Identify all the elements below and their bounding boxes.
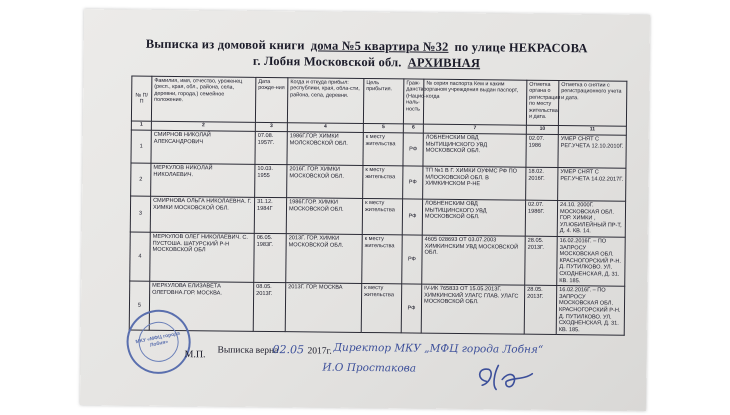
arrival-purpose: к месту жительства xyxy=(363,165,403,198)
title-house: дома №5 квартира №32 xyxy=(310,38,449,54)
header-dob: Дата рожде-ния xyxy=(255,77,287,122)
registration-date: 02.07. 1986 xyxy=(526,134,558,167)
title-street: по улице НЕКРАСОВА xyxy=(454,39,588,56)
deregistration-note: 16.02.2016Г. – ПО ЗАПРОСУ МОСКОВСКАЯ ОБЛ. КРАСНОГОРСКИЙ Р-Н. Д. ПУТИЛКОВО. УЛ. СХОДНЕНСКАЯ, Д. 31. КВ. 185. xyxy=(556,286,625,336)
seal-place-label: М.П. xyxy=(184,349,206,361)
handwritten-name: И.О Простакова xyxy=(322,361,417,375)
header-name: Фамилия, имя, отчество, уроженец (респ., края, обл., района, села, деревни, города,) семейное положение. xyxy=(151,76,255,122)
year-label: 2017г. xyxy=(307,346,332,357)
col-number: 3 xyxy=(255,122,287,131)
birth-date: 31.12. 1984Г xyxy=(254,197,286,233)
deregistration-note: 16.02.2016Г. – ПО ЗАПРОСУ МОСКОВСКАЯ ОБЛ. КРАСНОГОРСКИЙ Р-Н. Д. ПУТИЛКОВО. УЛ. СХОДНЕНСКАЯ, Д. 31. КВ. 185. xyxy=(557,236,626,286)
arrival-purpose: к месту жительства xyxy=(361,284,402,334)
row-number: 2 xyxy=(131,163,151,196)
citizenship: РФ xyxy=(403,166,423,199)
arrived-from: 1986Г.ГОР. ХИМКИ МОСКОВСКОЙ ОБЛ. xyxy=(286,198,362,235)
deregistration-note: УМЕР СНЯТ С РЕГ.УЧЕТА 12.10.2010Г. xyxy=(558,135,626,169)
resident-name: СМИРНОВ НИКОЛАЙ АЛЕКСАНДРОВИЧ xyxy=(151,130,255,164)
arrival-purpose: к месту жительства xyxy=(363,132,403,165)
resident-name: СМИРНОВА ОЛЬГА НИКОЛАЕВНА. Г. ХИМКИ МОСКОВСКОЙ ОБЛ. xyxy=(150,196,254,233)
col-number: 7 xyxy=(423,124,526,134)
resident-name: МЕРКУЛОВА ЕЛИЗАВЕТА ОЛЕГОВНА.ГОР. МОСКВА. xyxy=(149,281,254,331)
registration-date: 28.05. 2013Г. xyxy=(524,285,557,334)
stamp-text: МКУ «МФЦ города Лобня» xyxy=(135,330,181,349)
deregistration-note: УМЕР СНЯТ С РЕГ.УЧЕТА 14.02.2017Г. xyxy=(558,168,626,202)
title-city: г. Лобня Московской обл. xyxy=(252,53,402,70)
registration-date: 28.05. 2013Г. xyxy=(525,236,558,285)
birth-date: 07.08. 1957Г. xyxy=(255,131,287,164)
registration-date: 18.02. 2016Г. xyxy=(526,167,558,200)
birth-date: 10.03. 1955 xyxy=(255,164,287,197)
table-row xyxy=(131,163,626,201)
citizenship: РФ xyxy=(401,284,422,333)
passport-info: 4605 028693 ОТ 03.07.2003 ХИМКИНСКИМ УВД МОСКОВСКОЙ ОБЛ. xyxy=(422,235,526,285)
header-purpose: Цель прибытия. xyxy=(363,78,403,123)
header-arrived: Когда и откуда прибыл: республики, края, обла-сти, района, села, деревни. xyxy=(287,78,363,124)
header-registration: Отметка органа о регистрации по месту жительства и дата. xyxy=(526,80,558,125)
resident-name: МЕРКУЛОВ ОЛЕГ НИКОЛАЕВИЧ. С. ПУСТОША. ШАТУРСКИЙ Р-Н МОСКОВСКОЙ ОБЛ xyxy=(150,232,255,282)
arrived-from: 2013Г. ГОР. МОСКВА xyxy=(285,283,362,333)
arrival-purpose: к месту жительства xyxy=(362,198,402,234)
table-row xyxy=(129,281,624,335)
table-row xyxy=(130,196,625,237)
col-number: 10 xyxy=(526,125,558,134)
passport-info: ЛОБНЕНСКИМ ОВД МЫТИЩИНСКОГО УВД МОСКОВСКОЙ ОБЛ. xyxy=(423,133,526,167)
birth-date: 08.05. 2013Г. xyxy=(253,282,286,331)
table-row xyxy=(130,232,625,286)
table-row xyxy=(131,130,626,168)
row-number: 5 xyxy=(129,281,150,330)
col-number: 6 xyxy=(403,124,423,133)
col-number: 1 xyxy=(131,121,151,130)
citizenship: РФ xyxy=(403,133,423,166)
citizenship: РФ xyxy=(402,199,422,235)
col-number: 11 xyxy=(558,126,626,136)
header-deregistration: Отметка о снятии с регистрационного учета и дата. xyxy=(558,81,626,127)
passport-info: IV-ИК 765833 ОТ 15.05.2013Г. ХИМКИНСКИЙ УЛАГС ГЛАВ. УЛАГС МОСКОВСКОЙ ОБЛ. xyxy=(421,284,525,334)
birth-date: 06.05. 1983Г. xyxy=(254,233,287,282)
col-number: 5 xyxy=(363,123,403,132)
row-number: 1 xyxy=(131,130,151,163)
arrived-from: 2016Г. ГОР. ХИМКИ МОСКОВСКОЙ ОБЛ. xyxy=(287,165,363,199)
col-number: 2 xyxy=(151,121,255,131)
handwritten-position: Директор МКУ „МФЦ города Лобня“ xyxy=(333,341,544,356)
arrived-from: 2013Г. ГОР. ХИМКИ МОСКОВСКОЙ ОБЛ. xyxy=(286,234,363,284)
passport-info: ЛОБНЕНСКИМ ОВД МЫТИЩИНСКОГО УВД МОСКОВСКОЙ ОБЛ. xyxy=(422,199,525,236)
document-page xyxy=(80,9,650,411)
deregistration-note: 24.10. 2000Г. МОСКОВСКАЯ ОБЛ. ГОР. ХИМКИ , УЛ.ЮБИЛЕЙНЫЙ ПР-Т, Д. 4. КВ. 14. xyxy=(557,201,625,238)
col-number: 4 xyxy=(287,123,363,133)
title-prefix: Выписка из домовой книги xyxy=(145,36,305,53)
header-citizenship: Граж-данство (Нацио-наль-ность xyxy=(403,79,423,124)
header-row xyxy=(131,76,626,126)
title-archive: АРХИВНАЯ xyxy=(407,55,481,71)
header-passport: № серия паспорта Кем и каким органом учреждения выдан паспорт, когда xyxy=(423,79,526,125)
passport-info: ТП №1 В Г. ХИМКИ ОУФМС РФ ПО МЛОСКОВСКОЙ ОБЛ. В ХИМКИНСКОМ Р-НЕ xyxy=(423,166,526,200)
arrival-purpose: к месту жительства xyxy=(362,234,403,284)
arrived-from: 1986Г.ГОР. ХИМКИ МОЛСКОВСКОЙ ОБЛ. xyxy=(287,132,363,166)
header-number: № П/П xyxy=(131,76,151,121)
registration-date: 02.07. 1986Г. xyxy=(525,200,557,236)
row-number: 3 xyxy=(130,196,150,232)
citizenship: РФ xyxy=(402,235,423,284)
certified-label: Выписка верна xyxy=(217,345,279,357)
handwritten-date: 02.05 xyxy=(272,343,305,357)
house-book-table xyxy=(129,76,628,336)
resident-name: МЕРКУЛОВ НИКОЛАЙ НИКОЛАЕВИЧ. xyxy=(151,163,255,197)
signature-icon xyxy=(472,359,542,396)
row-number: 4 xyxy=(130,232,151,281)
